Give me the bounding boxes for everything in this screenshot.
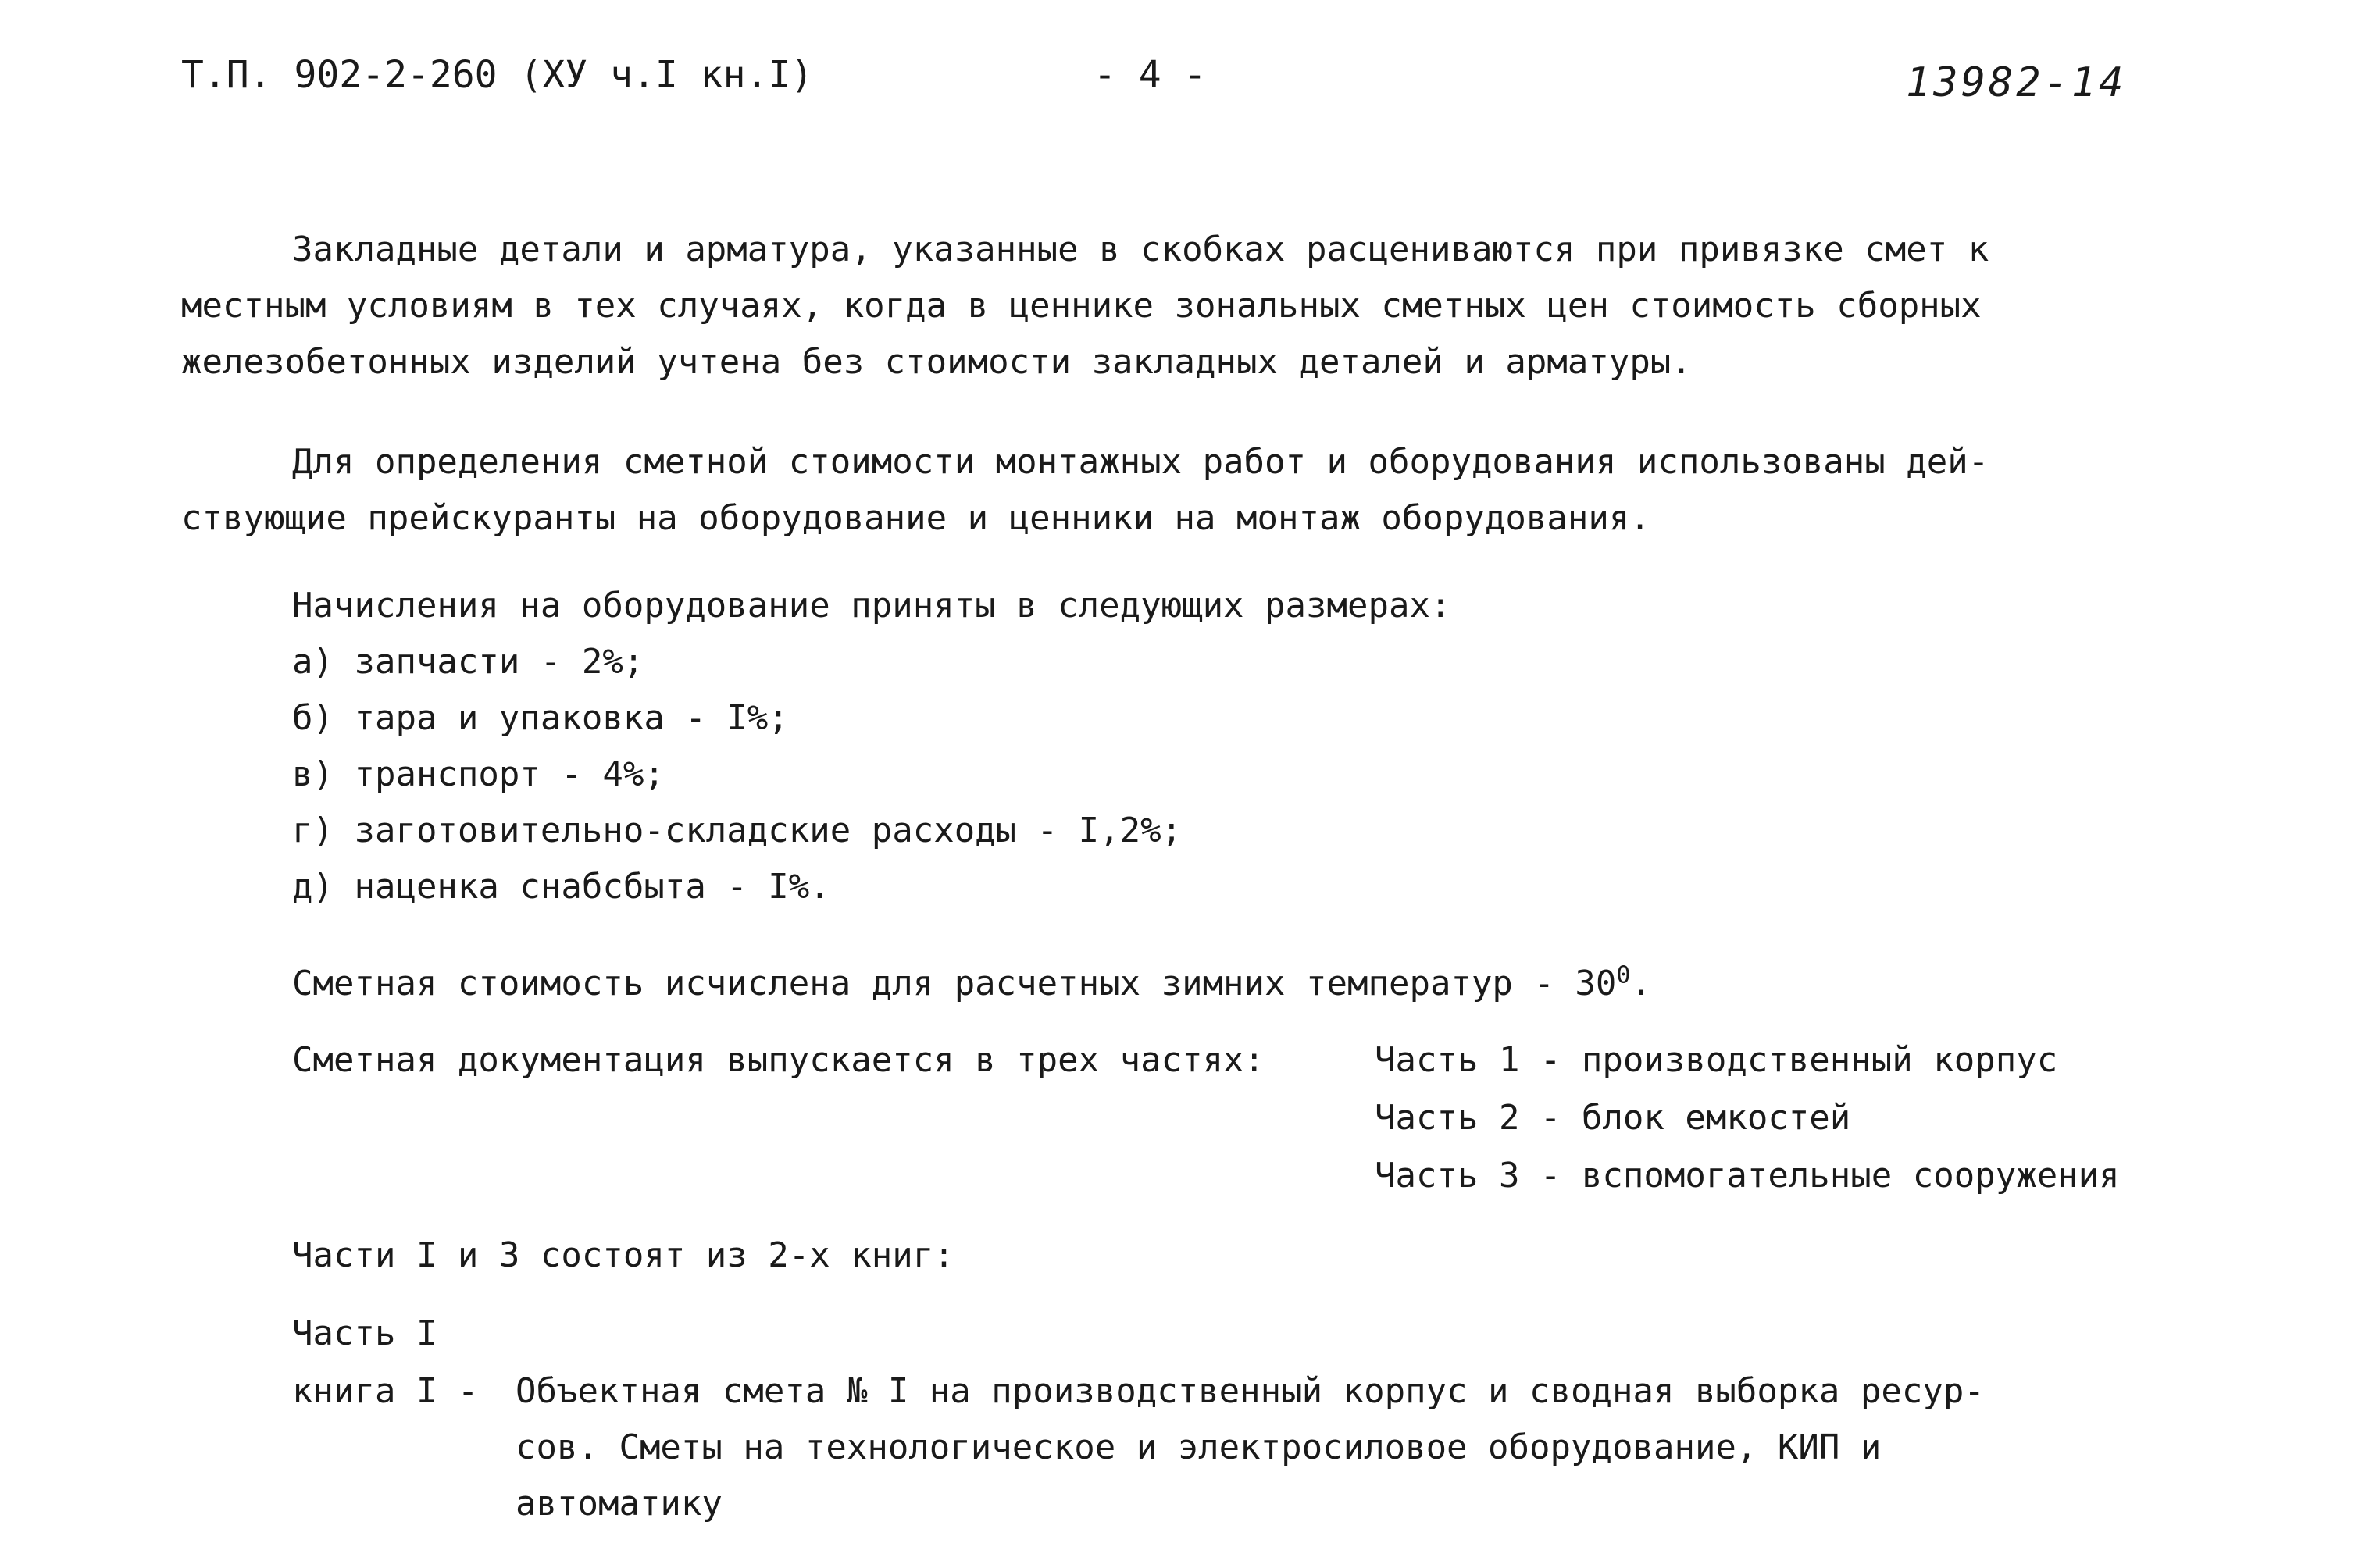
document-reference: Т.П. 902-2-260 (ХУ ч.I кн.I)	[181, 53, 814, 97]
stamp-number: 13982-14	[1906, 59, 2127, 106]
documentation-part: Часть 2 - блок емкостей	[1375, 1098, 1851, 1138]
part-label: Часть I	[292, 1313, 437, 1353]
books-intro: Части I и 3 состоят из 2-х книг:	[292, 1235, 954, 1275]
paragraph1-line3: железобетонных изделий учтена без стоимости закладных деталей и арматуры.	[181, 342, 1692, 382]
documentation-part: Часть 1 - производственный корпус	[1375, 1040, 2058, 1080]
book1-line3: автоматику	[516, 1484, 723, 1523]
book1-line1: Объектная смета № I на производственный корпус и сводная выборка ресур-	[516, 1371, 1985, 1411]
documentation-intro: Сметная документация выпускается в трех частях:	[292, 1040, 1286, 1080]
book1-line2: сов. Сметы на технологическое и электросиловое оборудование, КИП и	[516, 1427, 1882, 1467]
paragraph1-line2: местным условиям в тех случаях, когда в ценнике зональных сметных цен стоимость сборных	[181, 286, 1982, 326]
charges-item: б) тара и упаковка - I%;	[292, 698, 789, 738]
temperature-end: .	[1630, 964, 1651, 1003]
charges-item: в) транспорт - 4%;	[292, 754, 665, 794]
degree-mark: 0	[1616, 961, 1631, 989]
charges-item: а) запчасти - 2%;	[292, 642, 644, 682]
paragraph2-line2: ствующие прейскуранты на оборудование и ценники на монтаж оборудования.	[181, 498, 1650, 538]
charges-intro: Начисления на оборудование приняты в следующих размерах:	[292, 586, 1451, 625]
book1-label: книга I -	[292, 1371, 499, 1411]
temperature-text: Сметная стоимость исчислена для расчетных зимних температур - 30	[292, 964, 1617, 1003]
documentation-part: Часть 3 - вспомогательные сооружения	[1375, 1156, 2120, 1196]
charges-item: д) наценка снабсбыта - I%.	[292, 867, 830, 907]
temperature-line	[292, 956, 1651, 1012]
page-number: - 4 -	[1094, 53, 1207, 97]
paragraph1-line1: Закладные детали и арматура, указанные в скобках расцениваются при привязке смет к	[292, 230, 1989, 269]
charges-item: г) заготовительно-складские расходы - I,2%;	[292, 811, 1183, 850]
paragraph2-line1: Для определения сметной стоимости монтажных работ и оборудования использованы дей-	[292, 442, 1989, 482]
